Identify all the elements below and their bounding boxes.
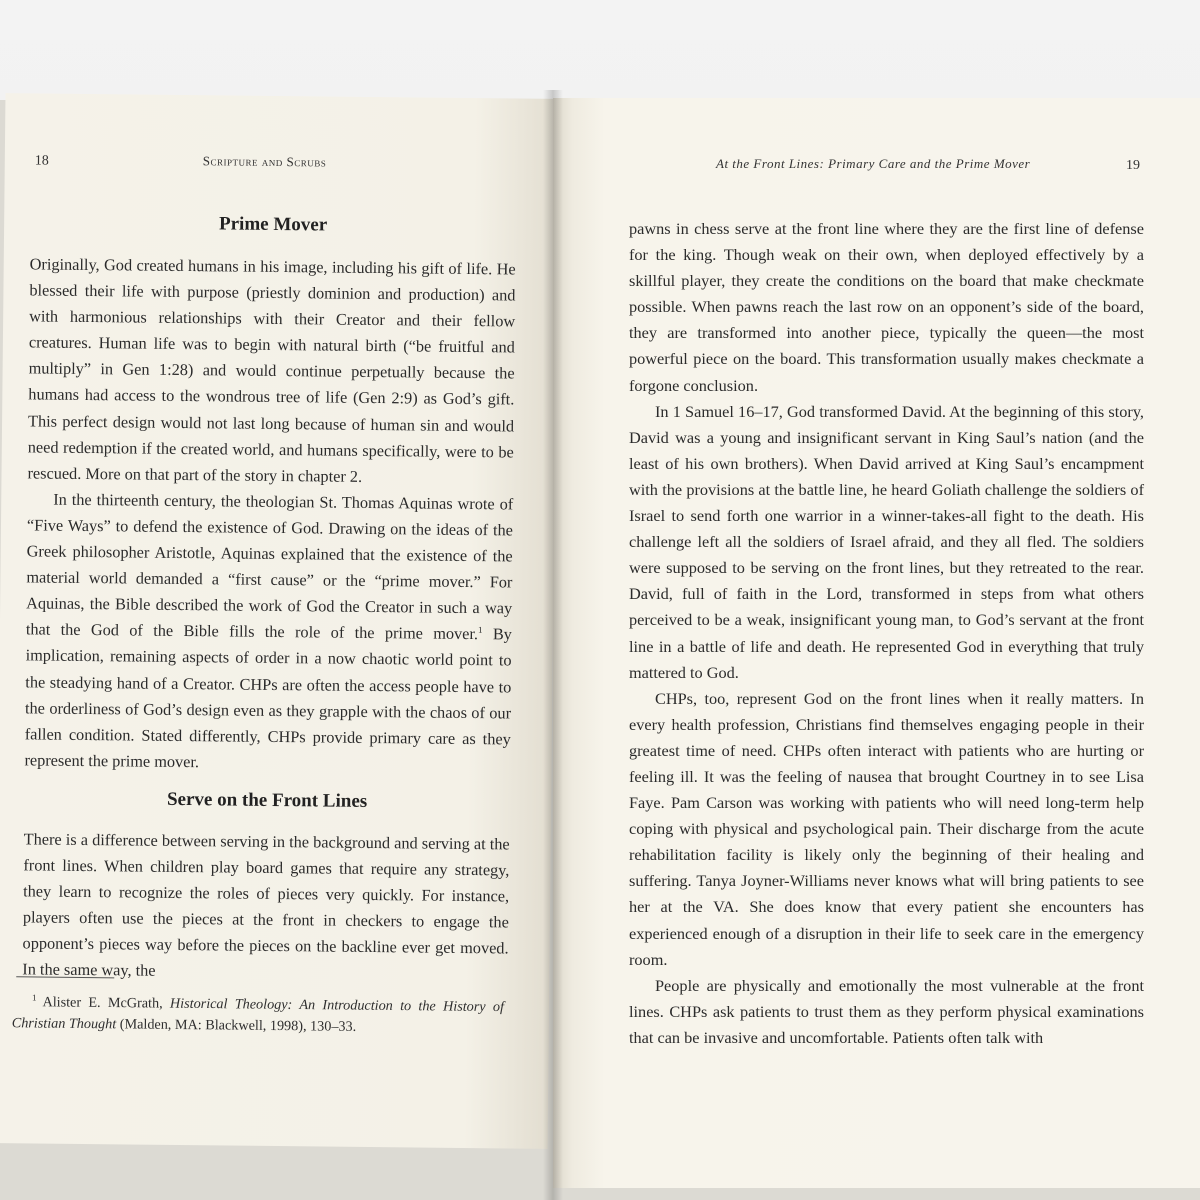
footnote [12,987,504,1039]
running-head-right: At the Front Lines: Primary Care and the Prime Mover [716,156,1031,171]
paragraph: pawns in chess serve at the front line where they are the first line of defense for the king. Though weak on their own, when deployed effectively by a skillful player, they create the conditions on the board that make checkmate possible. When pawns reach the last row on an opponent’s side of the board, they are transformed into another piece, typically the queen—the most powerful piece on the board. This transformation usually makes checkmate a forgone conclusion. [629,219,1144,395]
left-page [0,93,558,1149]
footnote-number: 1 [31,992,37,1003]
paragraph: There is a difference between serving in the background and serving at the front lines. When children play board games that require any strategy, they learn to recognize the roles of pieces very quickly. For instance, players often use the pieces at the front in checkers to engage the opponent’s pieces way before the pieces on the backline ever get moved. In the same way, the [22,829,510,981]
footnote-publication: (Malden, MA: Blackwell, 1998), 130–33. [119,1016,357,1035]
paragraph-text: By implication, remaining aspects of order in a now chaotic world point to the steadying hand of a Creator. CHPs are often the access people have to the orderliness of God’s design even as they grapple with the chaos of our fallen condition. Stated differently, CHPs provide primary care as they represent the prime mover. [24,624,512,771]
paragraph: In 1 Samuel 16–17, God transformed David. At the beginning of this story, David was a young and insignificant servant in King Saul’s nation (and the least of his own brothers). When David arrived at King Saul’s encampment with the provisions at the battle line, he heard Goliath challenge the soldiers of Israel to send forth one warrior in a winner-takes-all fight to the death. His challenge left all the soldiers of Israel afraid, and they all fled. The soldiers were supposed to be serving on the front lines, but they retreated to the rear. David, full of faith in the Lord, transformed in steps from what others perceived to be a weak, insignificant young man, to God’s servant at the front line in a battle of life and death. He represented God in everything that truly mattered to God. [629,401,1144,682]
running-head-left: Scripture and Scrubs [202,153,327,170]
right-body-block [629,216,1144,1051]
right-page [553,98,1200,1188]
section-heading-front-lines: Serve on the Front Lines [166,788,368,812]
paragraph: Originally, God created humans in his image, including his gift of life. He blessed their life with purpose (priestly dominion and production) and with harmonious relationships with their Creator and their fellow creatures. Human life was to begin with natural birth (“be fruitful and multiply” in Gen 1:28) and would continue perpetually because the humans had access to the wondrous tree of life (Gen 2:9) as God’s gift. This perfect design would not last long because of human sin and would need redemption if the created world, and humans specifically, were to be rescued. More on that part of the story in chapter 2. [27,254,516,486]
left-body-block-1 [24,251,515,778]
section-heading-prime-mover: Prime Mover [218,213,328,236]
footnote-title: Historical Theology: An Introduction to the History of Christian Thought [11,995,505,1033]
paragraph: People are physically and emotionally the most vulnerable at the front lines. CHPs ask patients to trust them as they perform physical examinations that can be invasive and uncomfortable. Patients often talk with [629,975,1144,1047]
footnote-author: Alister E. McGrath, [42,994,163,1012]
paragraph-text: In the thirteenth century, the theologian St. Thomas Aquinas wrote of “Five Ways” to defend the existence of God. Drawing on the ideas of the Greek philosopher Aristotle, Aquinas explained that the existence of the material world demanded a “first cause” or the “prime mover.” For Aquinas, the Bible described the work of God the Creator in such a way that the God of the Bible fills the role of the prime mover. [25,489,514,644]
left-body-block-2 [22,826,510,988]
page-number-left: 18 [34,153,49,169]
footnote-reference: 1 [478,625,483,636]
page-number-right: 19 [1126,158,1140,173]
paragraph [24,486,513,778]
paragraph: CHPs, too, represent God on the front lines when it really matters. In every health profession, Christians find themselves engaging people in their greatest time of need. CHPs often interact with patients who are hurting or feeling ill. It was the feeling of nausea that brought Courtney in to see Lisa Faye. Pam Carson was working with patients who will need long-term help coping with physical and psychological pain. Their discharge from the acute rehabilitation facility is likely only the beginning of their healing and suffering. Tanya Joyner-Williams never knows what will bring patients to see her at the VA. She does know that every patient she encounters has experienced enough of a disruption in their life to seek care in the emergency room. [629,688,1144,969]
book-gutter [543,90,563,1200]
